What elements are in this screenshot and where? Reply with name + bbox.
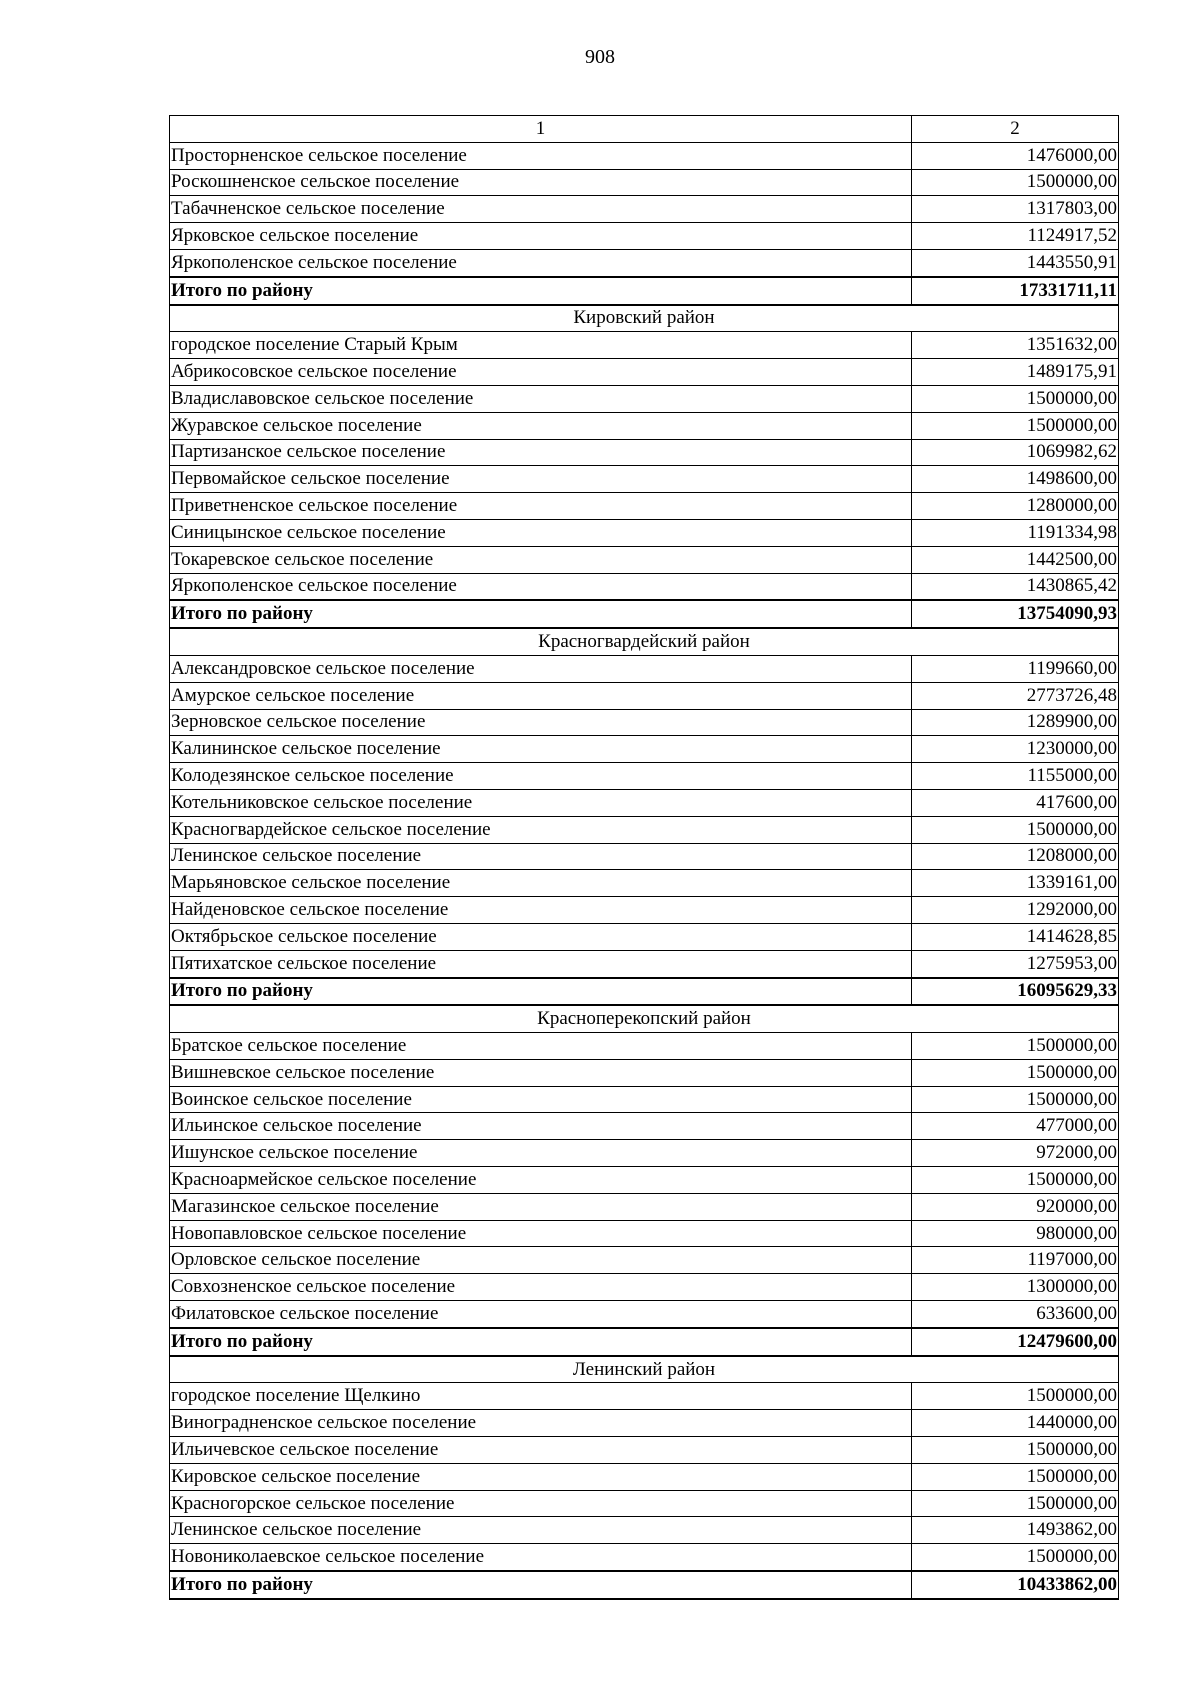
total-value: 17331711,11 (912, 277, 1119, 305)
settlement-name: Александровское сельское поселение (170, 655, 912, 682)
amount-value: 1208000,00 (912, 843, 1119, 870)
amount-value: 1500000,00 (912, 1086, 1119, 1113)
total-value: 10433862,00 (912, 1571, 1119, 1599)
amount-value: 1317803,00 (912, 196, 1119, 223)
total-row (170, 1571, 1119, 1599)
settlement-name: Совхозненское сельское поселение (170, 1274, 912, 1301)
table-row (170, 466, 1119, 493)
amount-value: 1289900,00 (912, 709, 1119, 736)
total-label: Итого по району (170, 1571, 912, 1599)
table-row (170, 923, 1119, 950)
amount-value: 477000,00 (912, 1113, 1119, 1140)
table-row (170, 412, 1119, 439)
section-header-row (170, 305, 1119, 332)
settlement-name: Амурское сельское поселение (170, 682, 912, 709)
settlement-name: Ильинское сельское поселение (170, 1113, 912, 1140)
amount-value: 1069982,62 (912, 439, 1119, 466)
settlement-name: Синицынское сельское поселение (170, 519, 912, 546)
table-row (170, 1517, 1119, 1544)
amount-value: 972000,00 (912, 1140, 1119, 1167)
settlement-name: Яркополенское сельское поселение (170, 249, 912, 276)
total-row (170, 277, 1119, 305)
settlement-name: Виноградненское сельское поселение (170, 1410, 912, 1437)
amount-value: 1500000,00 (912, 1437, 1119, 1464)
settlement-name: Яркополенское сельское поселение (170, 573, 912, 600)
settlement-name: городское поселение Щелкино (170, 1383, 912, 1410)
amount-value: 1275953,00 (912, 950, 1119, 977)
table-row (170, 789, 1119, 816)
settlement-name: Партизанское сельское поселение (170, 439, 912, 466)
table-row (170, 1193, 1119, 1220)
table-row (170, 1383, 1119, 1410)
section-header-row (170, 1005, 1119, 1032)
table-row (170, 1033, 1119, 1060)
header-cell-2: 2 (912, 116, 1119, 143)
table-row (170, 763, 1119, 790)
table-row (170, 196, 1119, 223)
table-row (170, 1437, 1119, 1464)
amount-value: 1500000,00 (912, 412, 1119, 439)
amount-value: 633600,00 (912, 1301, 1119, 1328)
table-row (170, 950, 1119, 977)
page-number: 908 (585, 46, 615, 68)
section-title: Красноперекопский район (170, 1005, 1119, 1032)
settlement-name: Магазинское сельское поселение (170, 1193, 912, 1220)
table-row (170, 493, 1119, 520)
settlement-name: Зерновское сельское поселение (170, 709, 912, 736)
amount-value: 1500000,00 (912, 1544, 1119, 1571)
amount-value: 920000,00 (912, 1193, 1119, 1220)
amount-value: 1500000,00 (912, 169, 1119, 196)
total-row (170, 600, 1119, 628)
table-row (170, 1410, 1119, 1437)
table-row (170, 870, 1119, 897)
amount-value: 1339161,00 (912, 870, 1119, 897)
amount-value: 1500000,00 (912, 1490, 1119, 1517)
settlement-name: Филатовское сельское поселение (170, 1301, 912, 1328)
settlement-name: Владиславовское сельское поселение (170, 385, 912, 412)
settlement-name: Приветненское сельское поселение (170, 493, 912, 520)
amount-value: 1500000,00 (912, 816, 1119, 843)
settlement-name: Калининское сельское поселение (170, 736, 912, 763)
settlement-name: Первомайское сельское поселение (170, 466, 912, 493)
table-row (170, 1167, 1119, 1194)
amount-value: 1500000,00 (912, 1059, 1119, 1086)
settlement-name: Пятихатское сельское поселение (170, 950, 912, 977)
total-row (170, 1328, 1119, 1356)
total-row (170, 978, 1119, 1006)
settlement-name: Найденовское сельское поселение (170, 897, 912, 924)
table-row (170, 385, 1119, 412)
table-row (170, 359, 1119, 386)
section-title: Кировский район (170, 305, 1119, 332)
settlement-name: Воинское сельское поселение (170, 1086, 912, 1113)
amount-value: 1292000,00 (912, 897, 1119, 924)
settlement-name: Красноармейское сельское поселение (170, 1167, 912, 1194)
table-row (170, 843, 1119, 870)
table-row (170, 546, 1119, 573)
table-row (170, 897, 1119, 924)
settlement-name: Журавское сельское поселение (170, 412, 912, 439)
table-row (170, 1140, 1119, 1167)
table-row (170, 709, 1119, 736)
section-title: Ленинский район (170, 1356, 1119, 1383)
table-row (170, 169, 1119, 196)
settlement-name: Табачненское сельское поселение (170, 196, 912, 223)
header-cell-1: 1 (170, 116, 912, 143)
table-row (170, 682, 1119, 709)
amount-value: 1155000,00 (912, 763, 1119, 790)
table-row (170, 1247, 1119, 1274)
settlement-name: городское поселение Старый Крым (170, 332, 912, 359)
settlement-name: Роскошненское сельское поселение (170, 169, 912, 196)
amount-value: 1489175,91 (912, 359, 1119, 386)
amount-value: 1300000,00 (912, 1274, 1119, 1301)
settlement-name: Братское сельское поселение (170, 1033, 912, 1060)
amount-value: 1197000,00 (912, 1247, 1119, 1274)
amount-value: 1500000,00 (912, 1167, 1119, 1194)
table-row (170, 1274, 1119, 1301)
table-body (170, 116, 1119, 1599)
amount-value: 1280000,00 (912, 493, 1119, 520)
section-header-row (170, 628, 1119, 655)
amount-value: 980000,00 (912, 1220, 1119, 1247)
table-row (170, 1301, 1119, 1328)
amount-value: 1430865,42 (912, 573, 1119, 600)
settlement-name: Просторненское сельское поселение (170, 142, 912, 169)
table-row (170, 736, 1119, 763)
total-value: 16095629,33 (912, 978, 1119, 1006)
settlement-name: Ленинское сельское поселение (170, 1517, 912, 1544)
amount-value: 1124917,52 (912, 223, 1119, 250)
settlement-name: Кировское сельское поселение (170, 1463, 912, 1490)
settlement-name: Октябрьское сельское поселение (170, 923, 912, 950)
settlement-name: Ярковское сельское поселение (170, 223, 912, 250)
amount-value: 1500000,00 (912, 1463, 1119, 1490)
settlement-name: Токаревское сельское поселение (170, 546, 912, 573)
table-row (170, 573, 1119, 600)
amount-value: 1351632,00 (912, 332, 1119, 359)
table-row (170, 439, 1119, 466)
settlement-name: Орловское сельское поселение (170, 1247, 912, 1274)
settlement-name: Новопавловское сельское поселение (170, 1220, 912, 1247)
total-label: Итого по району (170, 1328, 912, 1356)
table-row (170, 1490, 1119, 1517)
amount-value: 1440000,00 (912, 1410, 1119, 1437)
total-value: 12479600,00 (912, 1328, 1119, 1356)
table-row (170, 142, 1119, 169)
amount-value: 2773726,48 (912, 682, 1119, 709)
settlement-name: Вишневское сельское поселение (170, 1059, 912, 1086)
table-row (170, 519, 1119, 546)
settlement-name: Ильичевское сельское поселение (170, 1437, 912, 1464)
settlement-name: Абрикосовское сельское поселение (170, 359, 912, 386)
amount-value: 1191334,98 (912, 519, 1119, 546)
total-label: Итого по району (170, 277, 912, 305)
amount-value: 1498600,00 (912, 466, 1119, 493)
settlement-name: Ишунское сельское поселение (170, 1140, 912, 1167)
settlement-name: Красногвардейское сельское поселение (170, 816, 912, 843)
table-row (170, 1113, 1119, 1140)
settlement-name: Ленинское сельское поселение (170, 843, 912, 870)
amount-value: 1500000,00 (912, 1383, 1119, 1410)
amount-value: 1230000,00 (912, 736, 1119, 763)
table-row (170, 655, 1119, 682)
amount-value: 1500000,00 (912, 1033, 1119, 1060)
amount-value: 1442500,00 (912, 546, 1119, 573)
table-row (170, 249, 1119, 276)
amount-value: 1414628,85 (912, 923, 1119, 950)
amount-value: 1443550,91 (912, 249, 1119, 276)
amount-value: 1493862,00 (912, 1517, 1119, 1544)
section-header-row (170, 1356, 1119, 1383)
amount-value: 1199660,00 (912, 655, 1119, 682)
total-value: 13754090,93 (912, 600, 1119, 628)
total-label: Итого по району (170, 978, 912, 1006)
data-table (169, 115, 1119, 1600)
table-row (170, 1086, 1119, 1113)
amount-value: 1476000,00 (912, 142, 1119, 169)
settlement-name: Марьяновское сельское поселение (170, 870, 912, 897)
table-row (170, 1220, 1119, 1247)
header-row (170, 116, 1119, 143)
settlement-name: Красногорское сельское поселение (170, 1490, 912, 1517)
amount-value: 1500000,00 (912, 385, 1119, 412)
table-row (170, 332, 1119, 359)
section-title: Красногвардейский район (170, 628, 1119, 655)
table-row (170, 816, 1119, 843)
total-label: Итого по району (170, 600, 912, 628)
table-row (170, 1059, 1119, 1086)
table-row (170, 223, 1119, 250)
table-row (170, 1463, 1119, 1490)
settlement-name: Новониколаевское сельское поселение (170, 1544, 912, 1571)
settlement-name: Колодезянское сельское поселение (170, 763, 912, 790)
settlement-name: Котельниковское сельское поселение (170, 789, 912, 816)
table-row (170, 1544, 1119, 1571)
amount-value: 417600,00 (912, 789, 1119, 816)
